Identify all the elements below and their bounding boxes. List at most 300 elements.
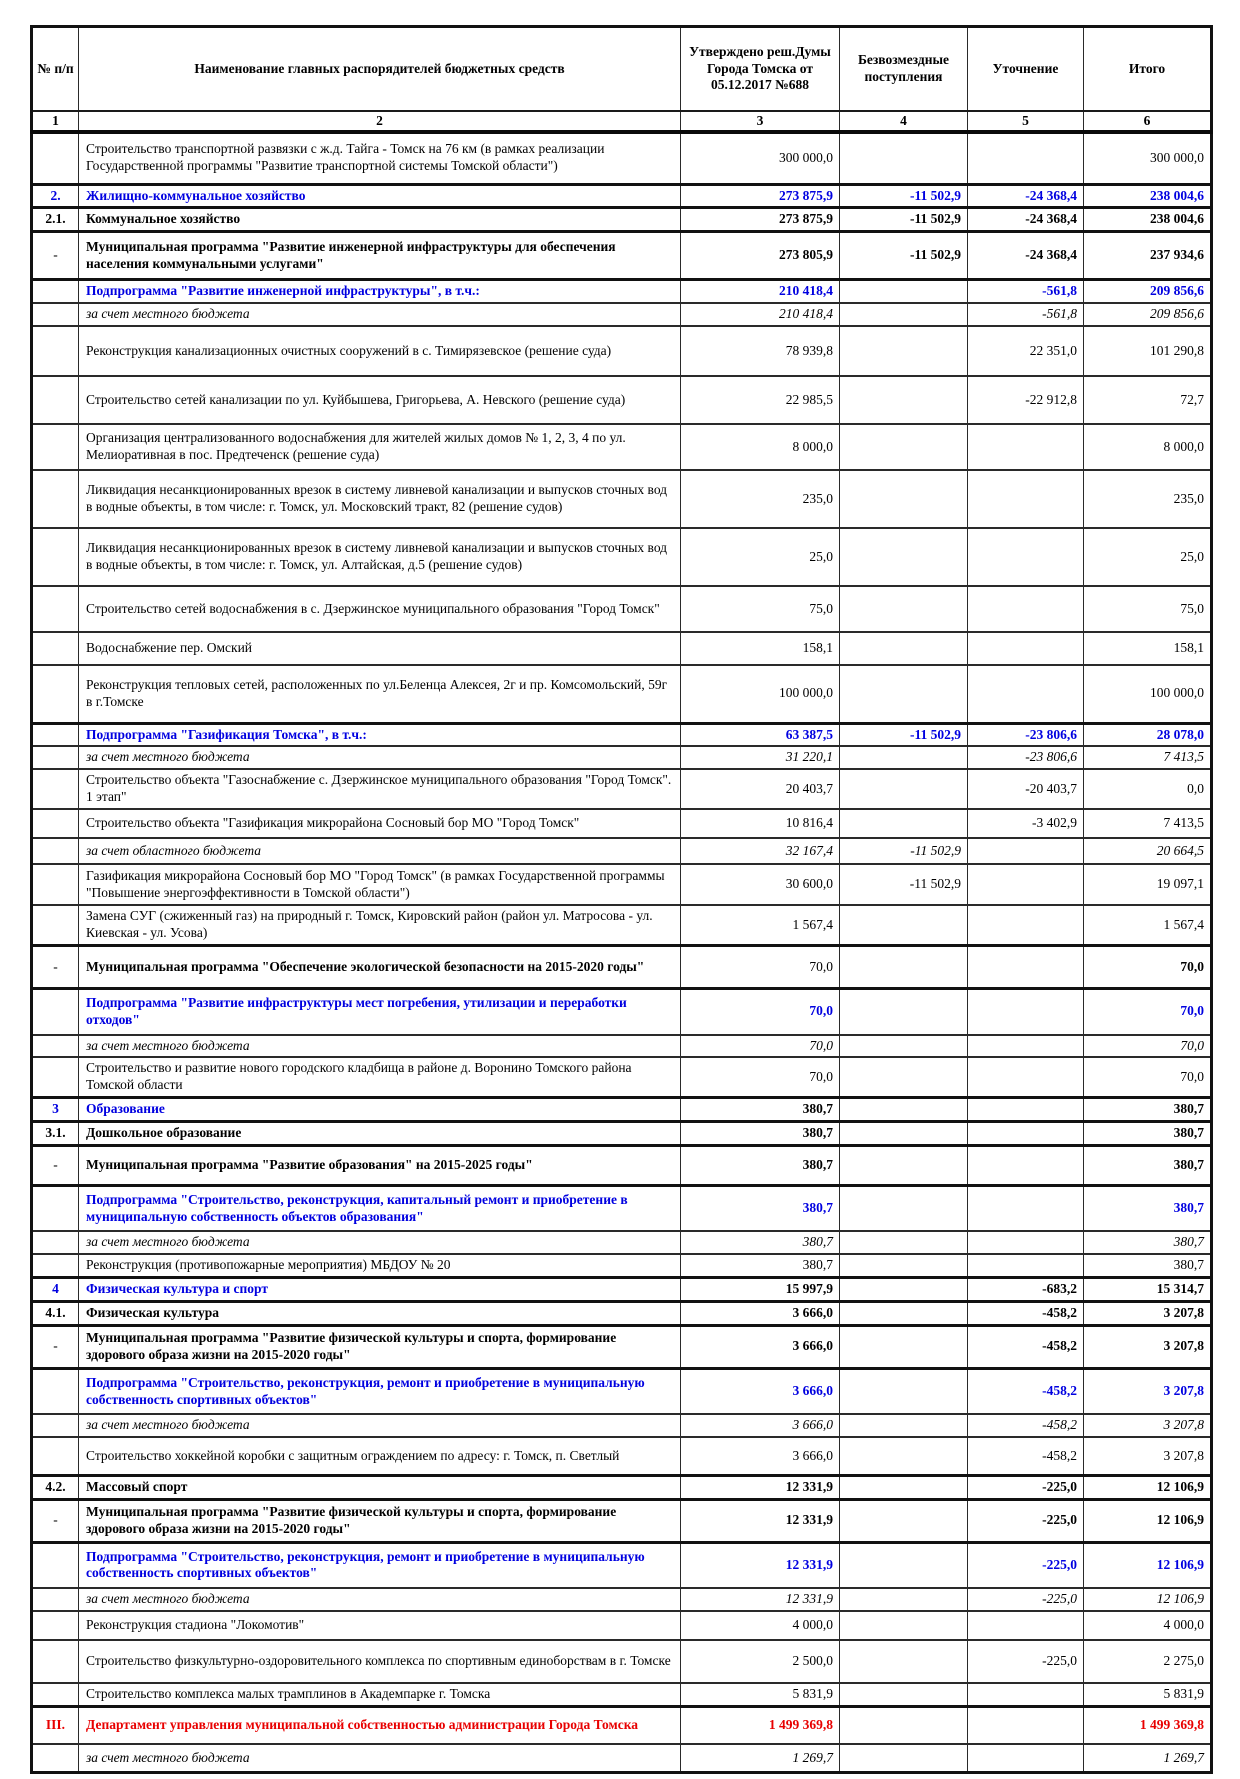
table-row	[32, 1254, 1212, 1277]
row-value-cell: 3 666,0	[681, 1302, 840, 1326]
row-index-cell: -	[32, 1145, 79, 1185]
row-value-cell	[840, 1122, 968, 1146]
row-value-cell: 235,0	[1084, 470, 1212, 528]
row-name-cell: Строительство комплекса малых трамплинов в Академпарке г. Томска	[79, 1683, 681, 1706]
row-value-cell: 380,7	[1084, 1145, 1212, 1185]
table-row	[32, 1057, 1212, 1097]
row-value-cell: -683,2	[968, 1278, 1084, 1302]
row-index-cell	[32, 809, 79, 838]
row-value-cell	[840, 376, 968, 424]
row-name-cell: Строительство сетей водоснабжения в с. Дзержинское муниципального образования "Город Томск"	[79, 586, 681, 632]
row-index-cell	[32, 632, 79, 665]
row-name-cell: Физическая культура и спорт	[79, 1278, 681, 1302]
row-value-cell: 100 000,0	[1084, 665, 1212, 723]
row-value-cell: 380,7	[681, 1185, 840, 1231]
table-row	[32, 1499, 1212, 1542]
budget-table	[30, 25, 1213, 1774]
row-value-cell: 22 985,5	[681, 376, 840, 424]
row-name-cell: Строительство объекта "Газификация микрорайона Сосновый бор МО "Город Томск"	[79, 809, 681, 838]
row-value-cell: -225,0	[968, 1542, 1084, 1588]
row-value-cell: -11 502,9	[840, 232, 968, 280]
row-value-cell	[840, 905, 968, 945]
row-value-cell	[840, 1035, 968, 1058]
row-value-cell: 158,1	[1084, 632, 1212, 665]
row-value-cell: 12 106,9	[1084, 1475, 1212, 1499]
table-row	[32, 232, 1212, 280]
row-value-cell	[840, 1278, 968, 1302]
row-index-cell: 2.1.	[32, 208, 79, 232]
table-row	[32, 946, 1212, 989]
row-index-cell: 3.1.	[32, 1122, 79, 1146]
row-value-cell: -11 502,9	[840, 864, 968, 905]
column-number: 3	[681, 111, 840, 132]
table-row	[32, 1145, 1212, 1185]
row-value-cell: 2 500,0	[681, 1640, 840, 1683]
row-value-cell	[840, 665, 968, 723]
row-index-cell	[32, 769, 79, 809]
row-name-cell: Муниципальная программа "Развитие образования" на 2015-2025 годы"	[79, 1145, 681, 1185]
row-value-cell: -458,2	[968, 1437, 1084, 1475]
table-row	[32, 376, 1212, 424]
row-value-cell	[968, 1145, 1084, 1185]
row-value-cell: 238 004,6	[1084, 184, 1212, 208]
row-index-cell	[32, 665, 79, 723]
row-value-cell	[840, 769, 968, 809]
row-value-cell	[840, 1437, 968, 1475]
row-value-cell: 380,7	[1084, 1231, 1212, 1254]
row-value-cell: -23 806,6	[968, 723, 1084, 746]
row-index-cell	[32, 280, 79, 303]
row-value-cell	[968, 989, 1084, 1035]
row-name-cell: за счет местного бюджета	[79, 1231, 681, 1254]
row-value-cell: 8 000,0	[1084, 424, 1212, 470]
row-value-cell	[840, 1499, 968, 1542]
row-name-cell: Ликвидация несанкционированных врезок в систему ливневой канализации и выпусков сточных вод в водные объекты, в том числе: г. Томск, ул. Московский тракт, 82 (решение судов)	[79, 470, 681, 528]
row-value-cell: 1 499 369,8	[681, 1706, 840, 1744]
row-value-cell: 380,7	[681, 1145, 840, 1185]
table-row	[32, 1744, 1212, 1772]
row-value-cell	[968, 1185, 1084, 1231]
row-value-cell: -22 912,8	[968, 376, 1084, 424]
row-value-cell	[968, 864, 1084, 905]
row-value-cell: -225,0	[968, 1640, 1084, 1683]
row-index-cell	[32, 1231, 79, 1254]
row-value-cell	[968, 1683, 1084, 1706]
row-name-cell: Строительство транспортной развязки с ж.д. Тайга - Томск на 76 км (в рамках реализации Государственной программы "Развитие транспортной системы Томской области")	[79, 132, 681, 184]
row-name-cell: за счет местного бюджета	[79, 746, 681, 769]
row-value-cell: -458,2	[968, 1368, 1084, 1414]
row-index-cell	[32, 1414, 79, 1437]
row-name-cell: Строительство сетей канализации по ул. Куйбышева, Григорьева, А. Невского (решение суда)	[79, 376, 681, 424]
row-value-cell	[840, 1640, 968, 1683]
table-row	[32, 838, 1212, 864]
row-value-cell: -24 368,4	[968, 184, 1084, 208]
row-value-cell: -458,2	[968, 1414, 1084, 1437]
row-value-cell: 20 403,7	[681, 769, 840, 809]
table-row	[32, 1542, 1212, 1588]
table-row	[32, 470, 1212, 528]
row-index-cell	[32, 746, 79, 769]
row-value-cell	[968, 470, 1084, 528]
row-name-cell: за счет местного бюджета	[79, 1588, 681, 1611]
row-value-cell	[840, 1542, 968, 1588]
row-value-cell: 70,0	[1084, 989, 1212, 1035]
table-row	[32, 1706, 1212, 1744]
row-name-cell: Газификация микрорайона Сосновый бор МО "Город Томск" (в рамках Государственной программы "Повышение энергоэффективности в Томской области")	[79, 864, 681, 905]
row-value-cell	[840, 946, 968, 989]
row-name-cell: Подпрограмма "Развитие инженерной инфраструктуры", в т.ч.:	[79, 280, 681, 303]
row-value-cell: 5 831,9	[1084, 1683, 1212, 1706]
row-value-cell	[840, 1145, 968, 1185]
row-name-cell: Дошкольное образование	[79, 1122, 681, 1146]
row-index-cell: 4.2.	[32, 1475, 79, 1499]
row-name-cell: Строительство и развитие нового городского кладбища в районе д. Воронино Томского района Томской области	[79, 1057, 681, 1097]
row-name-cell: Подпрограмма "Строительство, реконструкция, ремонт и приобретение в муниципальную собственность спортивных объектов"	[79, 1542, 681, 1588]
row-index-cell: -	[32, 946, 79, 989]
row-value-cell	[840, 1325, 968, 1368]
row-name-cell: Муниципальная программа "Развитие физической культуры и спорта, формирование здорового образа жизни на 2015-2020 годы"	[79, 1499, 681, 1542]
row-value-cell: 209 856,6	[1084, 303, 1212, 326]
row-name-cell: Коммунальное хозяйство	[79, 208, 681, 232]
row-value-cell: -458,2	[968, 1325, 1084, 1368]
row-index-cell: 3	[32, 1098, 79, 1122]
row-value-cell	[968, 1611, 1084, 1640]
row-value-cell: 7 413,5	[1084, 809, 1212, 838]
row-name-cell: Ликвидация несанкционированных врезок в систему ливневой канализации и выпусков сточных вод в водные объекты, в том числе: г. Томск, ул. Алтайская, д.5 (решение судов)	[79, 528, 681, 586]
row-value-cell: 30 600,0	[681, 864, 840, 905]
row-value-cell: 3 207,8	[1084, 1437, 1212, 1475]
row-value-cell	[840, 1368, 968, 1414]
table-row	[32, 1437, 1212, 1475]
row-value-cell: 380,7	[681, 1122, 840, 1146]
row-value-cell	[968, 946, 1084, 989]
row-index-cell	[32, 1035, 79, 1058]
row-value-cell: 2 275,0	[1084, 1640, 1212, 1683]
column-number: 4	[840, 111, 968, 132]
row-value-cell	[840, 1588, 968, 1611]
row-value-cell	[840, 746, 968, 769]
row-value-cell: 15 314,7	[1084, 1278, 1212, 1302]
row-value-cell	[968, 1744, 1084, 1772]
row-name-cell: Реконструкция (противопожарные мероприятия) МБДОУ № 20	[79, 1254, 681, 1277]
row-value-cell	[968, 1122, 1084, 1146]
row-value-cell: 32 167,4	[681, 838, 840, 864]
row-value-cell: 273 805,9	[681, 232, 840, 280]
table-row	[32, 1588, 1212, 1611]
row-value-cell: 158,1	[681, 632, 840, 665]
row-value-cell	[968, 1231, 1084, 1254]
row-value-cell: 380,7	[1084, 1185, 1212, 1231]
row-value-cell	[840, 280, 968, 303]
column-number: 6	[1084, 111, 1212, 132]
row-value-cell: 210 418,4	[681, 280, 840, 303]
row-value-cell: 63 387,5	[681, 723, 840, 746]
row-value-cell	[840, 1185, 968, 1231]
table-row	[32, 1414, 1212, 1437]
row-index-cell	[32, 905, 79, 945]
table-row	[32, 1231, 1212, 1254]
row-value-cell	[840, 1254, 968, 1277]
row-name-cell: Водоснабжение пер. Омский	[79, 632, 681, 665]
row-name-cell: Муниципальная программа "Развитие физической культуры и спорта, формирование здорового образа жизни на 2015-2020 годы"	[79, 1325, 681, 1368]
row-name-cell: за счет областного бюджета	[79, 838, 681, 864]
row-index-cell	[32, 326, 79, 376]
row-value-cell	[968, 424, 1084, 470]
row-value-cell	[840, 809, 968, 838]
table-row	[32, 632, 1212, 665]
table-row	[32, 1611, 1212, 1640]
row-value-cell	[840, 586, 968, 632]
row-name-cell: Подпрограмма "Газификация Томска", в т.ч.:	[79, 723, 681, 746]
row-value-cell	[968, 1706, 1084, 1744]
row-index-cell	[32, 303, 79, 326]
table-row	[32, 1683, 1212, 1706]
column-header-index: № п/п	[32, 27, 79, 112]
row-name-cell: Подпрограмма "Развитие инфраструктуры мест погребения, утилизации и переработки отходов"	[79, 989, 681, 1035]
row-value-cell: 75,0	[1084, 586, 1212, 632]
row-value-cell: -24 368,4	[968, 232, 1084, 280]
row-value-cell: -3 402,9	[968, 809, 1084, 838]
row-value-cell: 22 351,0	[968, 326, 1084, 376]
table-row	[32, 1122, 1212, 1146]
row-index-cell	[32, 586, 79, 632]
row-value-cell: 380,7	[1084, 1098, 1212, 1122]
row-value-cell: 3 666,0	[681, 1368, 840, 1414]
row-value-cell	[840, 1475, 968, 1499]
row-value-cell: 4 000,0	[681, 1611, 840, 1640]
row-index-cell	[32, 1683, 79, 1706]
row-name-cell: за счет местного бюджета	[79, 1035, 681, 1058]
row-value-cell: 1 269,7	[681, 1744, 840, 1772]
row-name-cell: за счет местного бюджета	[79, 1744, 681, 1772]
row-value-cell: 273 875,9	[681, 208, 840, 232]
row-value-cell	[840, 1057, 968, 1097]
row-value-cell: -11 502,9	[840, 838, 968, 864]
table-row	[32, 665, 1212, 723]
row-name-cell: Физическая культура	[79, 1302, 681, 1326]
row-value-cell: -225,0	[968, 1499, 1084, 1542]
column-header-gratuitous: Безвозмездные поступления	[840, 27, 968, 112]
row-value-cell: -20 403,7	[968, 769, 1084, 809]
column-number: 2	[79, 111, 681, 132]
row-index-cell	[32, 528, 79, 586]
row-value-cell: 12 331,9	[681, 1475, 840, 1499]
row-value-cell: 70,0	[681, 1035, 840, 1058]
row-name-cell: Реконструкция канализационных очистных сооружений в с. Тимирязевское (решение суда)	[79, 326, 681, 376]
row-index-cell	[32, 470, 79, 528]
row-value-cell: 12 106,9	[1084, 1499, 1212, 1542]
row-value-cell: 12 331,9	[681, 1542, 840, 1588]
row-value-cell: 238 004,6	[1084, 208, 1212, 232]
row-value-cell: 12 331,9	[681, 1588, 840, 1611]
row-name-cell: Организация централизованного водоснабжения для жителей жилых домов № 1, 2, 3, 4 по ул. Мелиоративная в пос. Предтеченск (решение суда)	[79, 424, 681, 470]
table-row	[32, 424, 1212, 470]
row-index-cell	[32, 1057, 79, 1097]
row-index-cell: III.	[32, 1706, 79, 1744]
row-value-cell	[840, 132, 968, 184]
row-index-cell	[32, 1368, 79, 1414]
row-value-cell: 235,0	[681, 470, 840, 528]
row-value-cell: 237 934,6	[1084, 232, 1212, 280]
table-row	[32, 809, 1212, 838]
document-page	[0, 25, 1240, 1779]
row-index-cell: -	[32, 1325, 79, 1368]
row-value-cell: 0,0	[1084, 769, 1212, 809]
row-value-cell: 75,0	[681, 586, 840, 632]
row-name-cell: Замена СУГ (сжиженный газ) на природный г. Томск, Кировский район (район ул. Матросова - ул. Киевская - ул. Усова)	[79, 905, 681, 945]
column-number: 5	[968, 111, 1084, 132]
row-value-cell: 70,0	[681, 1057, 840, 1097]
row-index-cell	[32, 1254, 79, 1277]
row-value-cell	[840, 1611, 968, 1640]
row-value-cell	[968, 528, 1084, 586]
row-name-cell: за счет местного бюджета	[79, 303, 681, 326]
column-number: 1	[32, 111, 79, 132]
row-value-cell: 28 078,0	[1084, 723, 1212, 746]
row-name-cell: Департамент управления муниципальной собственностью администрации Города Томска	[79, 1706, 681, 1744]
row-value-cell: -11 502,9	[840, 723, 968, 746]
row-index-cell	[32, 376, 79, 424]
row-index-cell	[32, 132, 79, 184]
row-index-cell	[32, 838, 79, 864]
row-value-cell: 210 418,4	[681, 303, 840, 326]
table-body	[32, 132, 1212, 1772]
row-value-cell	[840, 303, 968, 326]
row-index-cell: -	[32, 1499, 79, 1542]
row-value-cell: 19 097,1	[1084, 864, 1212, 905]
row-index-cell: 2.	[32, 184, 79, 208]
table-row	[32, 746, 1212, 769]
row-value-cell: 70,0	[1084, 946, 1212, 989]
row-value-cell	[968, 1254, 1084, 1277]
row-value-cell	[840, 528, 968, 586]
row-value-cell	[840, 470, 968, 528]
row-index-cell	[32, 1542, 79, 1588]
row-index-cell: -	[32, 232, 79, 280]
row-name-cell: Строительство физкультурно-оздоровительного комплекса по спортивным единоборствам в г. Томске	[79, 1640, 681, 1683]
row-value-cell: 380,7	[681, 1254, 840, 1277]
row-value-cell: 3 666,0	[681, 1414, 840, 1437]
row-value-cell: 101 290,8	[1084, 326, 1212, 376]
table-row	[32, 1278, 1212, 1302]
row-value-cell: 380,7	[1084, 1254, 1212, 1277]
row-value-cell	[840, 632, 968, 665]
row-name-cell: Муниципальная программа "Развитие инженерной инфраструктуры для обеспечения населения коммунальными услугами"	[79, 232, 681, 280]
row-value-cell: 1 499 369,8	[1084, 1706, 1212, 1744]
row-value-cell: 12 331,9	[681, 1499, 840, 1542]
table-row	[32, 723, 1212, 746]
row-value-cell: -11 502,9	[840, 184, 968, 208]
row-index-cell	[32, 424, 79, 470]
row-value-cell: -458,2	[968, 1302, 1084, 1326]
row-value-cell: -225,0	[968, 1475, 1084, 1499]
row-value-cell	[968, 1098, 1084, 1122]
row-index-cell: 4.1.	[32, 1302, 79, 1326]
row-value-cell: 1 567,4	[681, 905, 840, 945]
row-name-cell: Образование	[79, 1098, 681, 1122]
row-value-cell: 7 413,5	[1084, 746, 1212, 769]
row-name-cell: Строительство объекта "Газоснабжение с. Дзержинское муниципального образования "Город Томск". 1 этап"	[79, 769, 681, 809]
table-row	[32, 769, 1212, 809]
table-row	[32, 1325, 1212, 1368]
table-row	[32, 303, 1212, 326]
table-row	[32, 326, 1212, 376]
row-value-cell	[968, 665, 1084, 723]
row-value-cell: 78 939,8	[681, 326, 840, 376]
row-value-cell: 3 666,0	[681, 1325, 840, 1368]
row-value-cell: 3 207,8	[1084, 1302, 1212, 1326]
row-value-cell: 1 269,7	[1084, 1744, 1212, 1772]
row-value-cell	[840, 1302, 968, 1326]
table-row	[32, 1185, 1212, 1231]
table-row	[32, 528, 1212, 586]
header-row	[32, 27, 1212, 112]
table-row	[32, 280, 1212, 303]
row-value-cell: 70,0	[1084, 1035, 1212, 1058]
row-value-cell: 3 666,0	[681, 1437, 840, 1475]
table-row	[32, 1302, 1212, 1326]
table-row	[32, 989, 1212, 1035]
row-value-cell: 12 106,9	[1084, 1542, 1212, 1588]
row-value-cell: 300 000,0	[1084, 132, 1212, 184]
row-value-cell: 10 816,4	[681, 809, 840, 838]
row-value-cell	[840, 989, 968, 1035]
row-value-cell: 380,7	[681, 1098, 840, 1122]
row-value-cell: 25,0	[681, 528, 840, 586]
row-value-cell	[968, 1057, 1084, 1097]
table-row	[32, 1035, 1212, 1058]
row-index-cell	[32, 864, 79, 905]
row-index-cell	[32, 1437, 79, 1475]
row-value-cell	[968, 632, 1084, 665]
row-name-cell: Реконструкция тепловых сетей, расположенных по ул.Беленца Алексея, 2г и пр. Комсомольский, 59г в г.Томске	[79, 665, 681, 723]
row-value-cell: 31 220,1	[681, 746, 840, 769]
column-number-row	[32, 111, 1212, 132]
row-value-cell	[968, 1035, 1084, 1058]
row-value-cell: 25,0	[1084, 528, 1212, 586]
row-value-cell: 70,0	[681, 946, 840, 989]
row-value-cell: 3 207,8	[1084, 1414, 1212, 1437]
row-value-cell: 4 000,0	[1084, 1611, 1212, 1640]
table-row	[32, 586, 1212, 632]
row-value-cell	[840, 1706, 968, 1744]
table-row	[32, 1098, 1212, 1122]
table-header	[32, 27, 1212, 133]
row-name-cell: за счет местного бюджета	[79, 1414, 681, 1437]
column-header-name: Наименование главных распорядителей бюджетных средств	[79, 27, 681, 112]
row-value-cell: 100 000,0	[681, 665, 840, 723]
row-value-cell	[840, 1231, 968, 1254]
row-value-cell: -225,0	[968, 1588, 1084, 1611]
row-index-cell	[32, 1611, 79, 1640]
row-name-cell: Жилищно-коммунальное хозяйство	[79, 184, 681, 208]
row-index-cell	[32, 1744, 79, 1772]
row-value-cell: 5 831,9	[681, 1683, 840, 1706]
row-value-cell: 72,7	[1084, 376, 1212, 424]
table-row	[32, 1640, 1212, 1683]
row-value-cell: 70,0	[1084, 1057, 1212, 1097]
row-name-cell: Массовый спорт	[79, 1475, 681, 1499]
row-value-cell	[840, 1414, 968, 1437]
row-value-cell: -23 806,6	[968, 746, 1084, 769]
column-header-adjustment: Уточнение	[968, 27, 1084, 112]
row-name-cell: Подпрограмма "Строительство, реконструкция, ремонт и приобретение в муниципальную собственность спортивных объектов"	[79, 1368, 681, 1414]
row-value-cell	[968, 132, 1084, 184]
table-row	[32, 1368, 1212, 1414]
row-index-cell	[32, 1185, 79, 1231]
row-index-cell	[32, 1588, 79, 1611]
row-value-cell	[968, 838, 1084, 864]
